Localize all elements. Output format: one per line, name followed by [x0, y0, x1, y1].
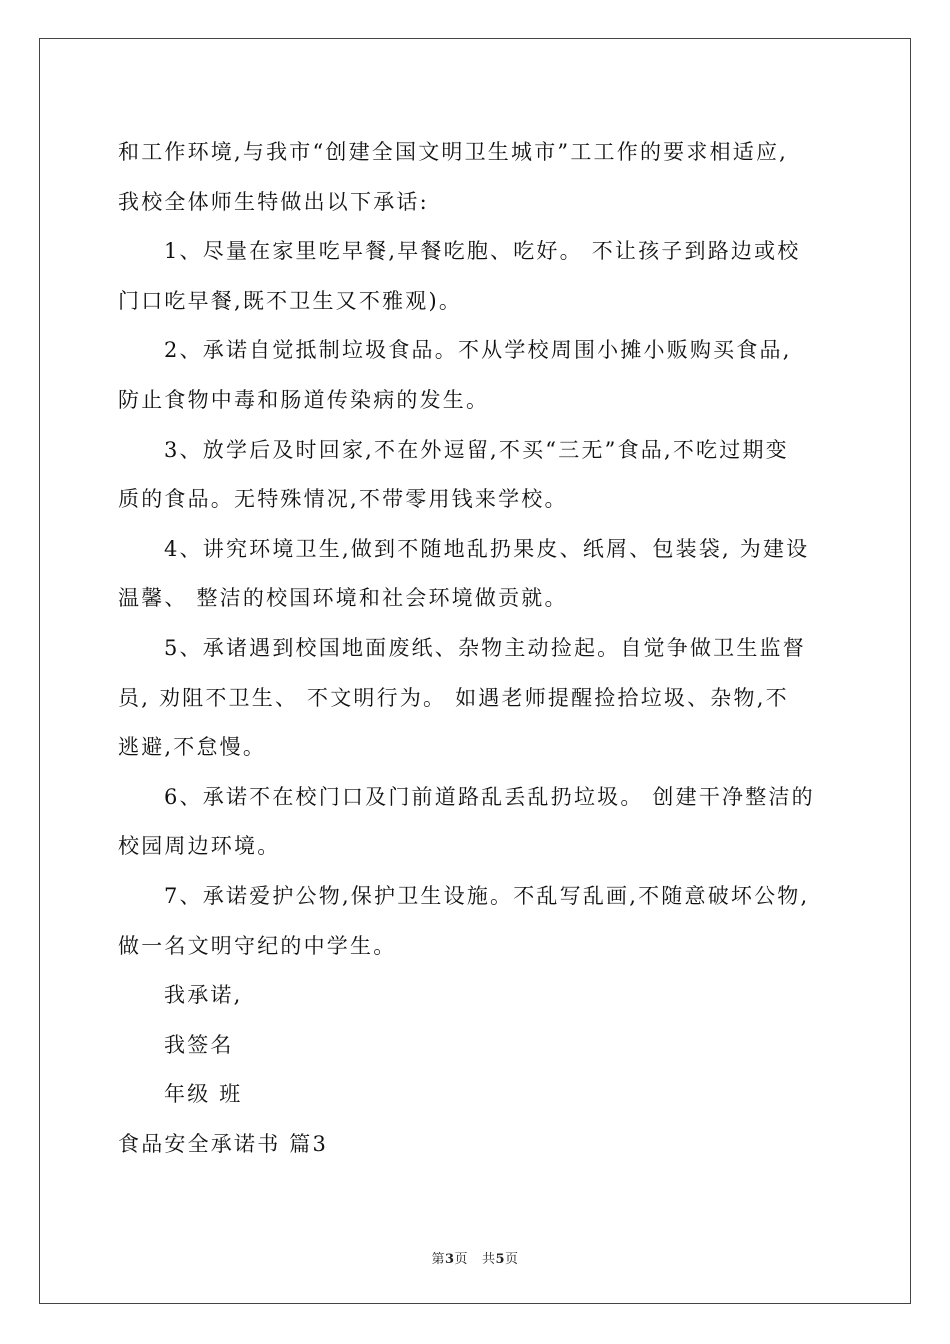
page-prefix: 第 — [431, 1252, 445, 1267]
text-line: 5、承诸遇到校国地面废纸、杂物主动捡起。自觉争做卫生监督 — [164, 635, 806, 660]
pledge-line: 我承诺, — [164, 983, 243, 1008]
text-line: 门口吃早餐,既不卫生又不雅观)。 — [118, 288, 463, 313]
current-page-number: 3 — [444, 1252, 455, 1267]
total-page-number: 5 — [495, 1252, 506, 1267]
signature-line: 我签名 — [164, 1032, 234, 1057]
text-line: 质的食品。无特殊情况,不带零用钱来学校。 — [118, 487, 568, 512]
text-line: 做一名文明守纪的中学生。 — [118, 933, 397, 958]
text-line: 7、承诺爱护公物,保护卫生设施。不乱写乱画,不随意破坏公物, — [164, 883, 810, 908]
text-line: 校园周边环境。 — [118, 834, 281, 859]
text-line: 3、放学后及时回家,不在外逗留,不买“三无”食品,不吃过期变 — [164, 437, 789, 462]
text-line: 2、承诺自觉抵制垃圾食品。不从学校周围小摊小贩购买食品, — [164, 338, 792, 363]
page-suffix: 页 — [454, 1252, 469, 1267]
grade-class-line: 年级 班 — [164, 1082, 243, 1107]
text-line: 1、尽量在家里吃早餐,早餐吃胞、吃好。 不让孩子到路边或校 — [164, 239, 801, 264]
page-footer — [0, 1248, 950, 1267]
text-line: 4、讲究环境卫生,做到不随地乱扔果皮、纸屑、包装袋, 为建设 — [164, 536, 810, 561]
text-line: 员, 劝阻不卫生、 不文明行为。 如遇老师提醒捡拾垃圾、杂物,不 — [118, 685, 789, 710]
text-line: 6、承诺不在校门口及门前道路乱丢乱扔垃圾。 创建干净整洁的 — [164, 784, 815, 809]
section-heading: 食品安全承诺书 篇3 — [118, 1131, 329, 1156]
total-suffix: 页 — [505, 1252, 519, 1267]
text-line: 逃避,不怠慢。 — [118, 735, 267, 760]
total-prefix: 共 — [481, 1252, 496, 1267]
text-line: 和工作环境,与我市“创建全国文明卫生城市”工工作的要求相适应, — [118, 140, 789, 164]
text-line: 温馨、 整洁的校国环境和社会环境做贡就。 — [118, 586, 568, 611]
text-line: 防止食物中毒和肠道传染病的发生。 — [118, 387, 490, 412]
text-line: 我校全体师生特做出以下承话: — [118, 189, 429, 214]
document-body — [118, 128, 838, 1169]
